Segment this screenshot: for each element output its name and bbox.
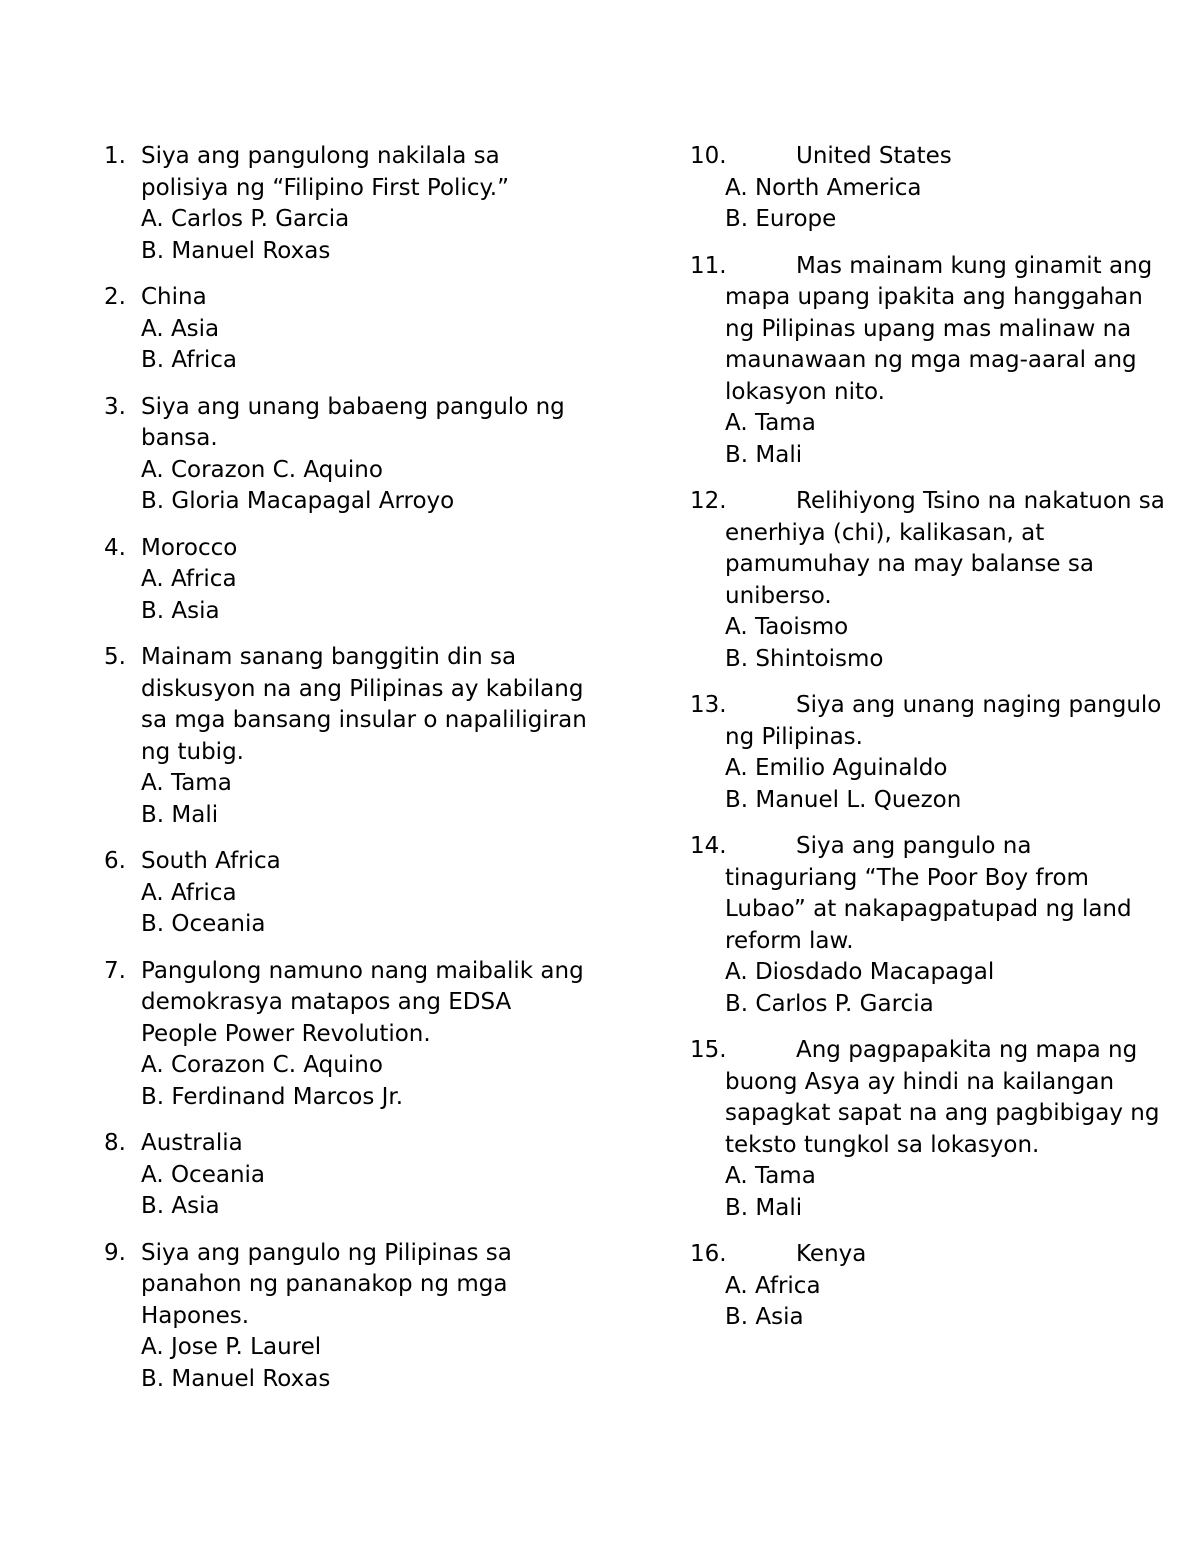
question-number: 9. bbox=[104, 1239, 126, 1266]
option-b: B. Europe bbox=[725, 206, 837, 232]
option-a: A. Diosdado Macapagal bbox=[725, 959, 995, 985]
option-a: A. Tama bbox=[141, 770, 232, 796]
question-9 bbox=[104, 1238, 594, 1396]
option-a: A. Africa bbox=[725, 1272, 821, 1299]
option-a: A. Africa bbox=[141, 879, 237, 906]
option-a: A. North America bbox=[725, 174, 922, 201]
option-b: B. Mali bbox=[725, 1194, 803, 1221]
question-5 bbox=[104, 642, 594, 831]
option-a: A. Carlos P. Garcia bbox=[141, 206, 350, 232]
question-text: Relihiyong Tsino na nakatuon sa enerhiya (chi), kalikasan, at pamumuhay na may balanse sa uniberso. bbox=[725, 488, 1165, 609]
question-number: 8. bbox=[104, 1130, 126, 1156]
option-a: A. Africa bbox=[141, 566, 237, 592]
option-b: B. Africa bbox=[141, 347, 237, 373]
question-number: 12. bbox=[690, 488, 727, 514]
question-number: 14. bbox=[690, 833, 727, 859]
question-text: Mainam sanang banggitin din sa diskusyon na ang Pilipinas ay kabilang sa mga bansang insular o napaliligiran ng tubig. bbox=[141, 644, 587, 765]
option-b: B. Asia bbox=[141, 597, 220, 624]
question-number: 7. bbox=[104, 957, 126, 984]
question-12 bbox=[690, 486, 1170, 675]
option-a: A. Jose P. Laurel bbox=[141, 1334, 322, 1360]
option-b: B. Ferdinand Marcos Jr. bbox=[141, 1083, 404, 1110]
option-a: A. Corazon C. Aquino bbox=[141, 1052, 383, 1078]
option-b: B. Mali bbox=[725, 441, 803, 468]
question-4 bbox=[104, 533, 594, 628]
question-text: China bbox=[141, 284, 207, 310]
question-text: Siya ang pangulo na tinaguriang “The Poor Boy from Lubao” at nakapagpatupad ng land reform law. bbox=[725, 833, 1132, 954]
option-b: B. Asia bbox=[725, 1304, 804, 1330]
question-text: South Africa bbox=[141, 848, 281, 874]
option-a: A. Corazon C. Aquino bbox=[141, 456, 383, 483]
question-text: Kenya bbox=[796, 1241, 867, 1267]
question-text: Mas mainam kung ginamit ang mapa upang ipakita ang hanggahan ng Pilipinas upang mas malinaw na maunawaan ng mga mag-aaral ang lokasyon nito. bbox=[725, 252, 1153, 405]
option-a: A. Taoismo bbox=[725, 614, 849, 640]
question-6 bbox=[104, 846, 594, 941]
question-number: 2. bbox=[104, 284, 126, 310]
question-7 bbox=[104, 956, 594, 1114]
question-text: Pangulong namuno nang maibalik ang demokrasya matapos ang EDSA People Power Revolution. bbox=[141, 957, 584, 1047]
right-column bbox=[690, 141, 1170, 1349]
question-number: 6. bbox=[104, 848, 126, 874]
question-text: Australia bbox=[141, 1130, 243, 1156]
option-b: B. Carlos P. Garcia bbox=[725, 990, 934, 1017]
question-text: Ang pagpapakita ng mapa ng buong Asya ay hindi na kailangan sapagkat sapat na ang pagbibigay ng teksto tungkol sa lokasyon. bbox=[725, 1037, 1160, 1158]
question-15 bbox=[690, 1035, 1170, 1224]
option-a: A. Oceania bbox=[141, 1161, 266, 1188]
question-16 bbox=[690, 1239, 1170, 1334]
question-text: Siya ang pangulong nakilala sa polisiya ng “Filipino First Policy.” bbox=[141, 143, 510, 201]
question-text: Siya ang pangulo ng Pilipinas sa panahon ng pananakop ng mga Hapones. bbox=[141, 1239, 512, 1329]
left-column bbox=[104, 141, 594, 1410]
question-number: 15. bbox=[690, 1037, 727, 1063]
option-a: A. Tama bbox=[725, 410, 816, 436]
option-b: B. Mali bbox=[141, 801, 219, 828]
question-text: Siya ang unang babaeng pangulo ng bansa. bbox=[141, 393, 565, 451]
question-number: 3. bbox=[104, 393, 126, 420]
option-b: B. Shintoismo bbox=[725, 645, 884, 672]
option-a: A. Asia bbox=[141, 315, 220, 342]
option-b: B. Gloria Macapagal Arroyo bbox=[141, 488, 455, 514]
question-number: 5. bbox=[104, 644, 126, 670]
option-b: B. Oceania bbox=[141, 911, 266, 937]
option-b: B. Manuel Roxas bbox=[141, 237, 331, 264]
question-number: 11. bbox=[690, 252, 727, 279]
question-number: 10. bbox=[690, 143, 727, 169]
option-b: B. Asia bbox=[141, 1193, 220, 1219]
question-text: Siya ang unang naging pangulo ng Pilipinas. bbox=[725, 692, 1162, 750]
question-3 bbox=[104, 392, 594, 518]
question-10 bbox=[690, 141, 1170, 236]
question-number: 16. bbox=[690, 1241, 727, 1267]
option-a: A. Tama bbox=[725, 1163, 816, 1189]
option-b: B. Manuel Roxas bbox=[141, 1365, 331, 1392]
option-a: A. Emilio Aguinaldo bbox=[725, 755, 948, 781]
question-14 bbox=[690, 831, 1170, 1020]
question-2 bbox=[104, 282, 594, 377]
question-13 bbox=[690, 690, 1170, 816]
question-text: United States bbox=[796, 143, 952, 169]
question-number: 13. bbox=[690, 692, 727, 718]
question-8 bbox=[104, 1128, 594, 1223]
question-number: 4. bbox=[104, 534, 126, 561]
question-text: Morocco bbox=[141, 534, 238, 561]
option-b: B. Manuel L. Quezon bbox=[725, 786, 962, 813]
question-11 bbox=[690, 251, 1170, 472]
question-1 bbox=[104, 141, 594, 267]
question-number: 1. bbox=[104, 143, 126, 169]
